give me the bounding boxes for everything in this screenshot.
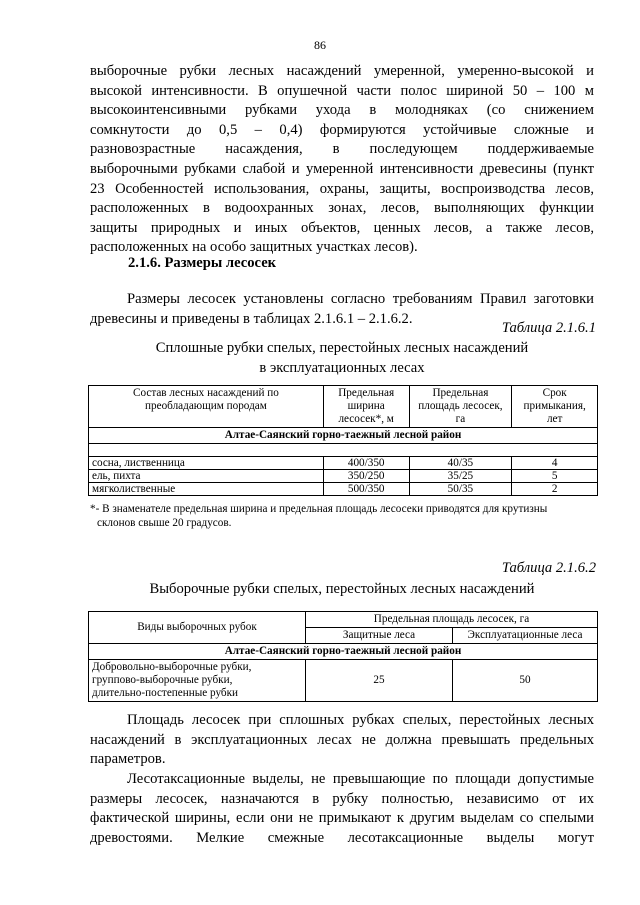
text-line: высокой интенсивности. В опушечной части полос шириной 50 – 100 м — [90, 82, 594, 99]
table-row — [89, 483, 598, 496]
header-text: лет — [546, 413, 563, 425]
header-width — [323, 386, 409, 428]
clearcut-table — [88, 385, 598, 496]
text-line: Площадь лесосек при сплошных рубках спелых, перестойных лесных — [127, 712, 594, 728]
text-line: расположенных на особо защитных участках лесов). — [90, 239, 418, 256]
text-line: сомкнутости до 0,5 – 0,4) формируются устойчивые сложные и — [90, 121, 594, 138]
header-term — [512, 386, 598, 428]
selective-cut-table — [88, 611, 598, 702]
header-exploitation: Эксплуатационные леса — [453, 628, 598, 644]
table2-label: Таблица 2.1.6.2 — [501, 560, 596, 576]
table1-title-line: Сплошные рубки спелых, перестойных лесных насаждений — [155, 340, 529, 356]
text-line: древостоями. Мелкие смежные лесотаксационные выделы могут — [90, 829, 594, 846]
cut-type-cell — [89, 660, 306, 702]
protective-cell: 25 — [306, 660, 453, 702]
footnote-line: *- В знаменателе предельная ширина и предельная площадь лесосеки приводятся для крутизны — [90, 503, 548, 515]
empty-cell — [89, 444, 598, 457]
text-line: расположенных в водоохранных зонах, лесов, выполняющих функции — [90, 200, 594, 217]
header-text: площадь лесосек, — [418, 400, 503, 412]
page-number: 86 — [314, 38, 326, 52]
intro-paragraph — [90, 62, 594, 258]
text-line: защиты природных и иных объектов, ценных лесов, а также лесов, — [90, 219, 594, 236]
width-cell: 400/350 — [323, 457, 409, 470]
text-line: насаждений в эксплуатационных лесах не должна превышать предельных — [90, 731, 594, 748]
footnote-line: склонов свыше 20 градусов. — [97, 517, 232, 529]
table-header-row — [89, 612, 598, 628]
text-line: высокоинтенсивными рубками ухода в молодняках (со снижением — [90, 102, 594, 119]
table2-title: Выборочные рубки спелых, перестойных лесных насаждений — [149, 581, 535, 597]
width-cell: 500/350 — [323, 483, 409, 496]
closing-paragraph-1 — [90, 711, 594, 770]
species-cell: ель, пихта — [89, 470, 324, 483]
cell-text: длительно-постепенные рубки — [92, 687, 239, 699]
region-row — [89, 644, 598, 660]
species-cell: мягколиственные — [89, 483, 324, 496]
species-cell: сосна, лиственница — [89, 457, 324, 470]
header-composition — [89, 386, 324, 428]
header-text: ширина — [347, 400, 385, 412]
table1-title — [90, 339, 594, 378]
closing-paragraph-2 — [90, 770, 594, 848]
header-text: лесосек*, м — [338, 413, 394, 425]
header-text: Предельная — [432, 387, 489, 399]
text-line: фактической ширины, если они не примыкают к другим выделам со спелыми — [90, 810, 594, 827]
table1-label: Таблица 2.1.6.1 — [501, 320, 596, 336]
cell-text: группово-выборочные рубки, — [92, 674, 233, 686]
text-line: 23 Особенностей использования, охраны, защиты, воспроизводства лесов, — [90, 180, 594, 197]
header-area — [409, 386, 512, 428]
region-cell: Алтае-Саянский горно-таежный лесной район — [89, 644, 598, 660]
term-cell: 5 — [512, 470, 598, 483]
table-row — [89, 457, 598, 470]
exploitation-cell: 50 — [453, 660, 598, 702]
text-line: размеры лесосек, назначаются в рубку полностью, независимо от их — [90, 790, 594, 807]
text-line: выборочные рубки лесных насаждений умеренной, умеренно-высокой и — [90, 63, 594, 79]
header-text: Срок — [542, 387, 567, 399]
header-cut-type: Виды выборочных рубок — [89, 612, 306, 644]
empty-row — [89, 444, 598, 457]
text-line: Размеры лесосек установлены согласно требованиям Правил заготовки — [127, 291, 594, 307]
area-cell: 35/25 — [409, 470, 512, 483]
term-cell: 4 — [512, 457, 598, 470]
table1-footnote — [90, 502, 596, 530]
text-line: Лесотаксационные выделы, не превышающие по площади допустимые — [127, 771, 594, 787]
area-cell: 50/35 — [409, 483, 512, 496]
text-line: параметров. — [90, 751, 166, 768]
cell-text: Добровольно-выборочные рубки, — [92, 661, 252, 673]
area-cell: 40/35 — [409, 457, 512, 470]
table1-title-line: в эксплуатационных лесах — [259, 359, 425, 376]
table-row — [89, 470, 598, 483]
region-cell: Алтае-Саянский горно-таежный лесной район — [89, 428, 598, 444]
header-area: Предельная площадь лесосек, га — [306, 612, 598, 628]
text-line: выборочными рубками слабой и умеренной интенсивности древесины (пункт — [90, 160, 594, 177]
region-row — [89, 428, 598, 444]
header-protective: Защитные леса — [306, 628, 453, 644]
header-text: Предельная — [338, 387, 395, 399]
width-cell: 350/250 — [323, 470, 409, 483]
header-text: примыкания, — [523, 400, 586, 412]
header-text: га — [455, 413, 466, 425]
section-heading: 2.1.6. Размеры лесосек — [128, 255, 277, 271]
header-text: преобладающим породам — [145, 400, 267, 412]
text-line: разновозрастные насаждения, в последующем поддерживаемые — [90, 141, 594, 158]
term-cell: 2 — [512, 483, 598, 496]
text-line: древесины и приведены в таблицах 2.1.6.1 – 2.1.6.2. — [90, 310, 413, 327]
table-row — [89, 660, 598, 702]
table-header-row — [89, 386, 598, 428]
header-text: Состав лесных насаждений по — [133, 387, 279, 399]
